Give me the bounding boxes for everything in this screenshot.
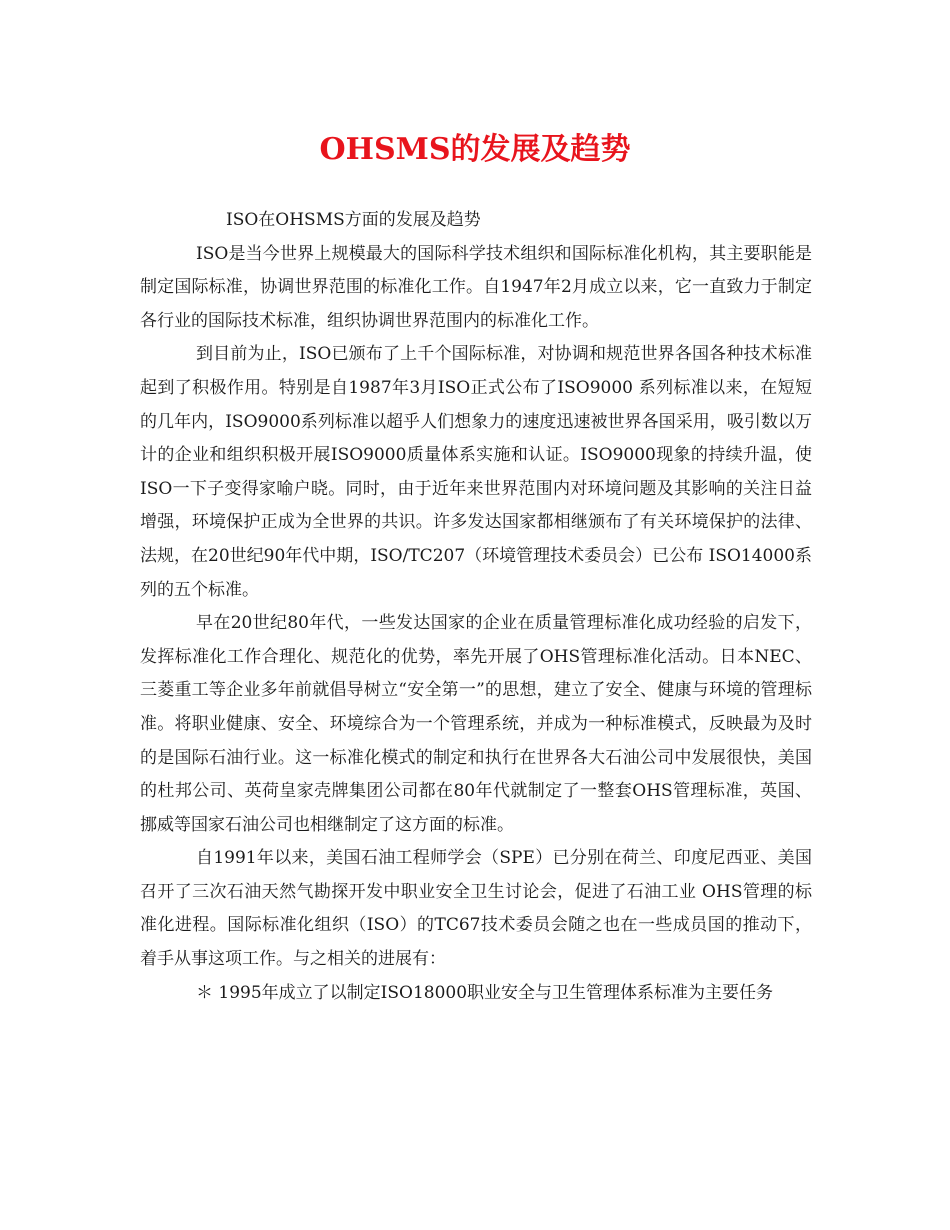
document-body	[140, 204, 812, 1010]
paragraph-iso-standards: 到目前为止，ISO已颁布了上千个国际标准，对协调和规范世界各国各种技术标准起到了积极作用。特别是自1987年3月ISO正式公布了ISO9000 系列标准以来，在短短的几年内，ISO9000系列标准以超乎人们想象力的速度迅速被世界各国采用，吸引数以万计的企业和组织积极开展ISO9000质量体系实施和认证。ISO9000现象的持续升温，使ISO一下子变得家喻户晓。同时，由于近年来世界范围内对环境问题及其影响的关注日益增强，环境保护正成为全世界的共识。许多发达国家都相继颁布了有关环境保护的法律、法规，在20世纪90年代中期，ISO/TC207（环境管理技术委员会）已公布 ISO14000系列的五个标准。	[140, 344, 812, 600]
paragraph-ohs-history: 早在20世纪80年代，一些发达国家的企业在质量管理标准化成功经验的启发下，发挥标准化工作合理化、规范化的优势，率先开展了OHS管理标准化活动。日本NEC、三菱重工等企业多年前就倡导树立“安全第一”的思想，建立了安全、健康与环境的管理标准。将职业健康、安全、环境综合为一个管理系统，并成为一种标准模式，反映最为及时的是国际石油行业。这一标准化模式的制定和执行在世界各大石油公司中发展很快，美国的杜邦公司、英荷皇家壳牌集团公司都在80年代就制定了一整套OHS管理标准，英国、挪威等国家石油公司也相继制定了这方面的标准。	[140, 613, 812, 835]
section-heading: ISO在OHSMS方面的发展及趋势	[226, 210, 481, 230]
paragraph-iso-intro: ISO是当今世界上规模最大的国际科学技术组织和国际标准化机构，其主要职能是制定国际标准，协调世界范围的标准化工作。自1947年2月成立以来，它一直致力于制定各行业的国际技术标准，组织协调世界范围内的标准化工作。	[140, 243, 812, 331]
paragraph-bullet-1995: ＊ 1995年成立了以制定ISO18000职业安全与卫生管理体系标准为主要任务	[196, 982, 774, 1003]
paragraph-spe-progress: 自1991年以来，美国石油工程师学会（SPE）已分别在荷兰、印度尼西亚、美国召开了三次石油天然气勘探开发中职业安全卫生讨论会，促进了石油工业 OHS管理的标准化进程。国际标准化组织（ISO）的TC67技术委员会随之也在一些成员国的推动下，着手从事这项工作。与之相关的进展有：	[140, 848, 812, 970]
document-title: OHSMS的发展及趋势	[319, 132, 631, 167]
